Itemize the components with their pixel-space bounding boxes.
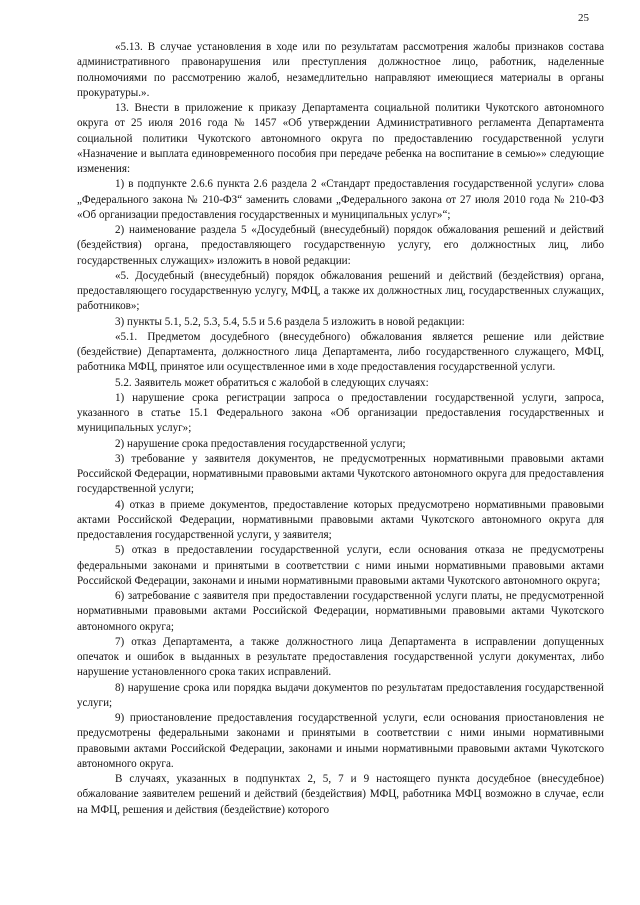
- list-item-2: 2) нарушение срока предоставления государственной услуги;: [115, 437, 406, 450]
- paragraph-item-13: 13. Внести в приложение к приказу Департамента социальной политики Чукотского автономного округа от 25 июля 2016 года № 1457 «Об утверждении Административного регламента Департамента социальной политики Чукотского автономного округа по предоставлению государственной услуги «Назначение и выплата единовременного пособия при передаче ребенка на воспитание в семью»» следующие изменения:: [77, 102, 604, 175]
- paragraph-subitem-2: 2) наименование раздела 5 «Досудебный (внесудебный) порядок обжалования решений и действий (бездействия) органа, предоставляющего государственную услугу, его должностных лиц, либо государственных служащих» изложить в новой редакции:: [77, 224, 604, 267]
- list-item-8: 8) нарушение срока или порядка выдачи документов по результатам предоставления государственной услуги;: [77, 681, 604, 709]
- document-body: [77, 40, 604, 818]
- paragraph-subitem-1: 1) в подпункте 2.6.6 пункта 2.6 раздела 2 «Стандарт предоставления государственной услуги» слова „Федерального закона № 210-ФЗ“ заменить словами „Федерального закона от 27 июля 2010 года № 210-ФЗ «Об организации предоставления государственных и муниципальных услуг»“;: [77, 178, 604, 221]
- list-item-6: 6) затребование с заявителя при предоставлении государственной услуги платы, не предусмотренной нормативными правовыми актами Российской Федерации, нормативными правовыми актами Чукотского автономного округа;: [77, 590, 604, 633]
- paragraph-cases: В случаях, указанных в подпунктах 2, 5, 7 и 9 настоящего пункта досудебное (внесудебное) обжалование заявителем решений и действий (бездействия) МФЦ, работника МФЦ возможно в случае, если на МФЦ, решения и действия (бездействие) которого: [77, 773, 604, 816]
- paragraph-5-13: «5.13. В случае установления в ходе или по результатам рассмотрения жалобы признаков состава административного правонарушения или преступления должностное лицо, работник, наделенные полномочиями по рассмотрению жалоб, незамедлительно направляют имеющиеся материалы в органы прокуратуры.».: [77, 41, 604, 99]
- list-item-9: 9) приостановление предоставления государственной услуги, если основания приостановления не предусмотрены федеральными законами и принятыми в соответствии с ними иными нормативными правовыми актами Российской Федерации, законами и иными нормативными правовыми актами Чукотского автономного округа.: [77, 712, 604, 770]
- paragraph-5-2: 5.2. Заявитель может обратиться с жалобой в следующих случаях:: [115, 376, 429, 389]
- paragraph-section-5-title: «5. Досудебный (внесудебный) порядок обжалования решений и действий (бездействия) органа, предоставляющего государственную услугу, МФЦ, а также их должностных лиц, государственных служащих, работников»;: [77, 269, 604, 313]
- list-item-1: 1) нарушение срока регистрации запроса о предоставлении государственной услуги, запроса, указанного в статье 15.1 Федерального закона «Об организации предоставления государственных и муниципальных услуг»;: [77, 391, 604, 435]
- list-item-7: 7) отказ Департамента, а также должностного лица Департамента в исправлении допущенных опечаток и ошибок в выданных в результате предоставления государственной услуги документах, либо нарушение установленного срока таких исправлений.: [77, 635, 604, 679]
- paragraph-5-1: «5.1. Предметом досудебного (внесудебного) обжалования является решение или действие (бездействие) Департамента, должностного лица Департамента, либо государственного служащего, МФЦ, работника МФЦ, принятое или осуществленное ими в ходе предоставления государственной услуги.: [77, 330, 604, 374]
- list-item-3: 3) требование у заявителя документов, не предусмотренных нормативными правовыми актами Российской Федерации, нормативными правовыми актами Чукотского автономного округа для предоставления государственной услуги;: [77, 452, 604, 496]
- page-number: 25: [578, 12, 589, 24]
- list-item-5: 5) отказ в предоставлении государственной услуги, если основания отказа не предусмотрены федеральными законами и принятыми в соответствии с ними иными нормативными правовыми актами Российской Федерации, законами и иными нормативными правовыми актами Чукотского автономного округа;: [77, 544, 604, 587]
- list-item-4: 4) отказ в приеме документов, предоставление которых предусмотрено нормативными правовыми актами Российской Федерации, нормативными правовыми актами Чукотского автономного округа для предоставления государственной услуги, у заявителя;: [77, 498, 604, 541]
- paragraph-subitem-3: 3) пункты 5.1, 5.2, 5.3, 5.4, 5.5 и 5.6 раздела 5 изложить в новой редакции:: [115, 315, 465, 328]
